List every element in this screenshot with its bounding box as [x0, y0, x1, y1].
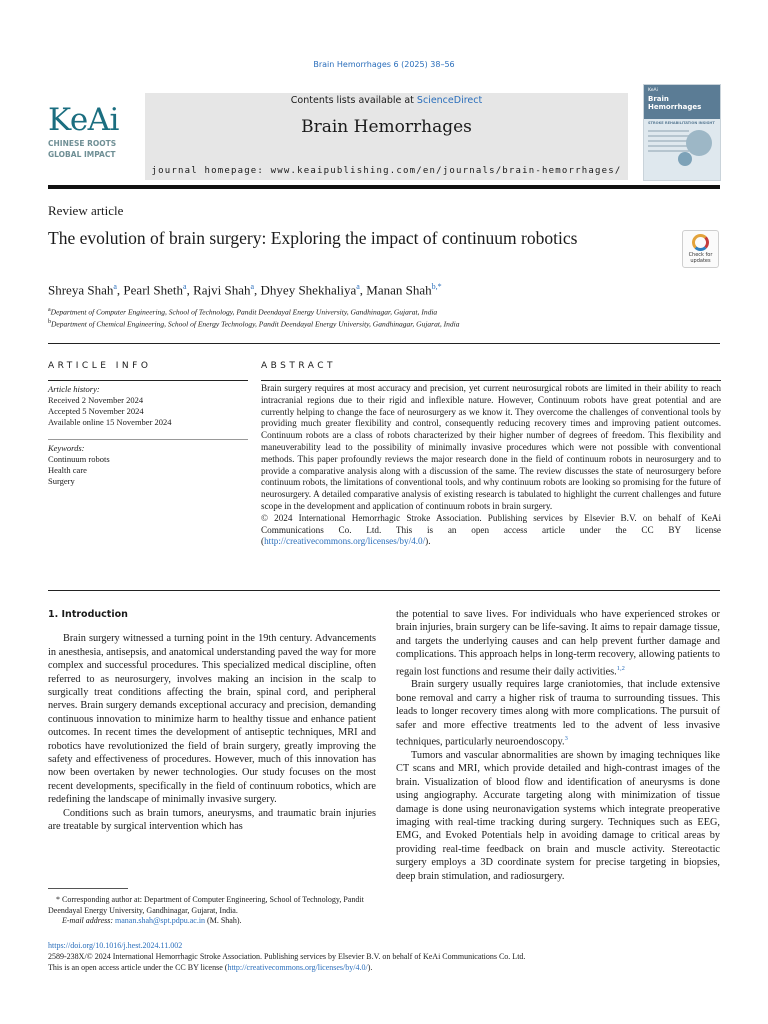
contents-line [145, 95, 628, 106]
paragraph [396, 678, 720, 748]
paragraph: Conditions such as brain tumors, aneurysms, and traumatic brain injuries are treatable by surgical intervention which has [48, 807, 376, 833]
abstract-rule [261, 380, 721, 381]
author-affil-link[interactable]: a [183, 282, 187, 291]
received-date: Received 2 November 2024 [48, 395, 144, 405]
journal-cover-thumbnail[interactable] [643, 84, 721, 181]
paragraph-text: the potential to save lives. For individuals who have experienced strokes or brain injuries, brain surgery can be life-saving. It aims to repair damage tissue, and targets the underlying causes and can help prevent further damage and complications. This approach helps in long-term recovery, allowing patients to regain lost functions and resume their daily activities. [396, 609, 720, 678]
check-updates-label-1: Check for [688, 252, 713, 258]
email-line [48, 916, 376, 927]
sciencedirect-link[interactable]: ScienceDirect [416, 95, 483, 106]
article-type: Review article [48, 203, 124, 218]
abstract-text: Brain surgery requires at most accuracy and precision, yet current neurosurgical robots are limited in their ability to reach intracranial regions due to their rigid and inflexible nature. However, Continuum robots have great potential and are currently helping to change the face of neurosurgery as we know it. They overcome the challenges of conventional tools by providing much greater flexibility and control, consequently reducing recovery times and improving patient outcomes. Continuum robots are a class of robots characterized by their higher number of degrees of freedom. This flexibility and maneuverability lead to the possibility of minimally invasive procedures which were not possible with conventional methods. This paper profoundly reviews the major research done in the field of continuum robots in neurosurgery and to provide a comparative analysis along with a discussion of the same. The review discusses the state of neurosurgery before continuum robots, the limitations of conventional tools, and why continuum robots are looking so promising for the future of neurosurgery. A detailed comparative analysis of existing research is tabulated to highlight the current challenges and future scope in the development and application of continuum robots in brain surgery. [261, 383, 721, 511]
keyword: Surgery [48, 476, 75, 486]
affiliation-marker: a [48, 307, 51, 313]
paragraph: Tumors and vascular abnormalities are shown by imaging techniques like CT scans and MRI, which provide detailed and high-contrast images of the brain. Visualization of blood flow and identification of aneurysms is done using angiography. Accurate targeting along with minimization of tissue damage is done using neuronavigation systems which integrate preoperative imaging with real-time tracking during surgery. Techniques such as EEG, EMG, and Evoked Potentials help in avoiding damage to critical areas by providing real-time feedback on brain and muscle activity. Stereotactic surgery employs a 3D coordinate system for precise targeting in biopsies, deep brain stimulation, and radiosurgery. [396, 749, 720, 882]
citation-link[interactable]: 3 [564, 735, 568, 743]
logo-tagline-1: CHINESE ROOTS [48, 139, 117, 148]
citation-link[interactable]: 1,2 [616, 664, 625, 672]
keywords [48, 443, 248, 487]
body-column-right [396, 608, 720, 883]
masthead-divider [48, 185, 720, 189]
abstract-heading: ABSTRACT [261, 361, 337, 371]
license-suffix: ). [367, 963, 373, 972]
cover-subtitle: STROKE REHABILITATION INSIGHT [648, 121, 715, 125]
author-name: Manan Shah [366, 282, 432, 298]
affiliation-text: Department of Chemical Engineering, School of Energy Technology, Pandit Deendayal Energy University, Gandhinagar, Gujarat, India [51, 319, 460, 329]
body-column-left [48, 608, 376, 834]
abstract-divider [48, 590, 720, 591]
affiliation-b [48, 319, 459, 329]
affiliation-text: Department of Computer Engineering, School of Technology, Pandit Deendayal Energy University, Gandhinagar, Gujarat, India [50, 307, 438, 317]
author-name: Dhyey Shekhaliya [260, 282, 357, 298]
affiliation-marker: b [48, 319, 51, 325]
cover-header [644, 85, 720, 119]
affiliation-a [48, 307, 437, 317]
check-for-updates-badge[interactable] [682, 230, 719, 268]
article-history [48, 384, 248, 428]
keywords-label: Keywords: [48, 443, 85, 453]
author-name: Pearl Sheth [123, 282, 183, 298]
footnote [48, 895, 376, 927]
check-updates-label-2: updates [690, 257, 711, 264]
article-info-rule [48, 380, 248, 381]
header-divider [48, 343, 720, 344]
article-title: The evolution of brain surgery: Exploring the impact of continuum robotics [48, 228, 578, 248]
author-affil-link[interactable]: a [356, 282, 360, 291]
author-name: Shreya Shah [48, 282, 114, 298]
author-affil-link[interactable]: a [113, 282, 117, 291]
keyword: Health care [48, 465, 87, 475]
license-link[interactable]: http://creativecommons.org/licenses/by/4.0/ [264, 536, 426, 547]
accepted-date: Accepted 5 November 2024 [48, 406, 144, 416]
journal-masthead [145, 93, 628, 180]
paragraph [396, 608, 720, 678]
logo-tagline-2: GLOBAL IMPACT [48, 150, 116, 159]
author-affil-link[interactable]: b,* [431, 282, 442, 291]
cover-publisher: KeAi [648, 88, 658, 93]
copyright-text: © 2024 International Hemorrhagic Stroke Association. Publishing services by Elsevier B.V. on behalf of KeAi Communications Co. Ltd. This is an open access article under the CC BY license ( [261, 512, 721, 547]
check-updates-icon [692, 234, 709, 251]
journal-name: Brain Hemorrhages [301, 117, 472, 137]
license-line [48, 962, 728, 973]
contents-prefix: Contents lists available at [290, 95, 417, 106]
email-suffix: (M. Shah). [205, 916, 242, 925]
keai-logo-wordmark [48, 104, 138, 136]
history-label: Article history: [48, 384, 100, 394]
keai-logo [48, 104, 138, 160]
abstract-copyright [261, 513, 721, 548]
issn-line: 2589-238X/© 2024 International Hemorrhagic Stroke Association. Publishing services by Elsevier B.V. on behalf of KeAi Communications Co. Ltd. [48, 952, 526, 961]
cover-illustration [686, 130, 712, 156]
article-history-rule [48, 439, 248, 440]
article-info-heading: ARTICLE INFO [48, 361, 152, 371]
footnote-rule [48, 888, 128, 889]
cover-title-2: Hemorrhages [648, 102, 702, 111]
footer-license-link[interactable]: http://creativecommons.org/licenses/by/4.0/ [227, 963, 368, 972]
license-prefix: This is an open access article under the CC BY license ( [48, 963, 228, 972]
keyword: Continuum robots [48, 454, 110, 464]
journal-reference[interactable]: Brain Hemorrhages 6 (2025) 38–56 [313, 60, 455, 69]
email-label: E-mail address: [62, 916, 116, 925]
corresponding-author: * Corresponding author at: Department of Computer Engineering, School of Technology, Pandit Deendayal Energy University, Gandhinagar, Gujarat, India. [48, 895, 364, 915]
paragraph-text: Brain surgery usually requires large craniotomies, that include extensive bone removal and carry a higher risk of trauma to surrounding tissues. This leads to longer recovery times along with more complications. The pursuit of safer and more effective treatments led to the advent of less invasive techniques, particularly neuroendoscopy. [396, 679, 720, 748]
logo-text: KeAi [48, 102, 119, 138]
paragraph: Brain surgery witnessed a turning point in the 19th century. Advancements in anesthesia, antisepsis, and anatomical understanding paved the way for more complex and successful procedures. This specialized medical discipline, often referred to as neurosurgery, involves making an incision in the scalp to surgically treat conditions affecting the brain, spinal cord, and peripheral nerves. Brain surgery demands exceptional accuracy and precision, demanding continuous innovation to minimize harm to healthy tissue and enhance patient outcomes. In recent times the development of antiseptic techniques, MRI and robotics have revolutionized the field of brain surgery, greatly improving the safety and effectiveness of procedures. However, much of this innovation has now been overtaken by newer technologies. Our study focuses on the most recent developments, specifically in the field of continuum robotics, which are redefining the landscape of minimally invasive surgery. [48, 633, 376, 806]
cover-illustration-small [678, 152, 692, 166]
email-link[interactable]: manan.shah@spt.pdpu.ac.in [115, 916, 206, 925]
page-footer [48, 940, 728, 973]
journal-homepage[interactable]: journal homepage: www.keaipublishing.com/en/journals/brain-hemorrhages/ [151, 166, 622, 176]
online-date: Available online 15 November 2024 [48, 417, 172, 427]
doi-link[interactable]: https://doi.org/10.1016/j.hest.2024.11.002 [48, 941, 183, 950]
author-affil-link[interactable]: a [250, 282, 255, 291]
cover-title-1: Brain [648, 95, 669, 103]
section-title: 1. Introduction [48, 609, 128, 620]
copyright-end: ). [425, 536, 431, 547]
abstract [261, 383, 721, 548]
author-name: Rajvi Shah [193, 282, 251, 298]
author-list: Shreya Shah$^a$, Pearl Sheth$^a$, Rajvi Shah$^a$, Dhyey Shekhaliya$^a$, Manan Shah$^{b,*}$ [48, 282, 442, 298]
